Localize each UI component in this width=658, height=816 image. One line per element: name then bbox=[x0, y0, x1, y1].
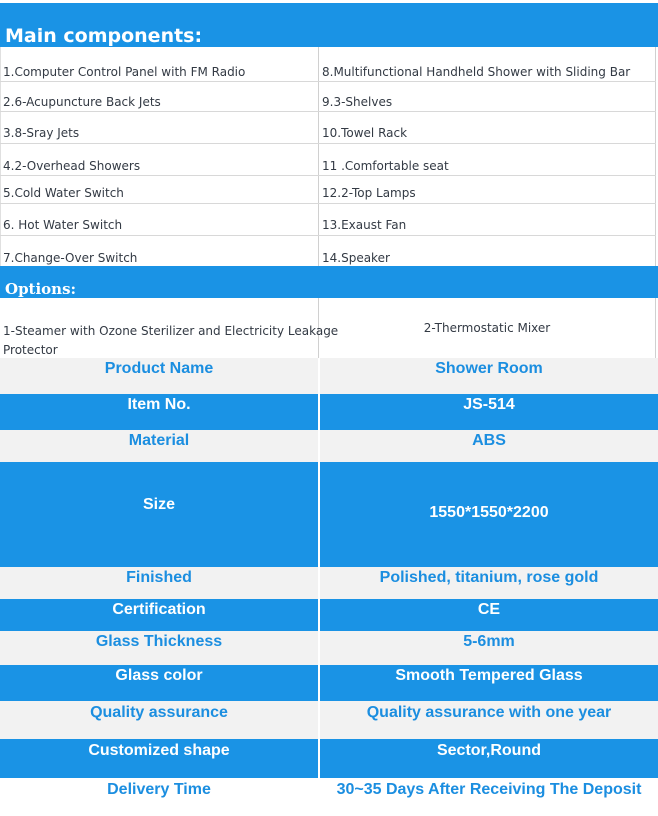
component-item: 3.8-Sray Jets bbox=[3, 126, 80, 140]
component-item: 10.Towel Rack bbox=[322, 126, 408, 140]
spec-row bbox=[0, 739, 658, 778]
spec-value: JS-514 bbox=[463, 396, 515, 413]
main-components-title: Main components: bbox=[5, 25, 203, 47]
spec-value: 5-6mm bbox=[463, 633, 515, 650]
spec-value: 30~35 Days After Receiving The Deposit bbox=[336, 781, 642, 798]
component-item: 2.6-Acupuncture Back Jets bbox=[3, 95, 161, 109]
spec-label: Glass color bbox=[115, 667, 203, 684]
spec-label: Size bbox=[142, 496, 175, 513]
spec-row bbox=[0, 631, 658, 665]
component-item: 8.Multifunctional Handheld Shower with Sliding Bar bbox=[322, 65, 631, 79]
spec-row bbox=[0, 430, 658, 462]
spec-row bbox=[0, 778, 658, 816]
spec-row bbox=[0, 567, 658, 599]
spec-value: Shower Room bbox=[435, 360, 543, 377]
component-item: 12.2-Top Lamps bbox=[322, 186, 416, 200]
spec-row bbox=[0, 394, 658, 430]
spec-label: Delivery Time bbox=[107, 781, 211, 798]
spec-value: Polished, titanium, rose gold bbox=[379, 569, 599, 586]
spec-label: Certification bbox=[112, 601, 206, 618]
options-header bbox=[0, 266, 658, 298]
option-item-continued: Protector bbox=[3, 343, 58, 357]
spec-label: Finished bbox=[126, 569, 192, 586]
spec-row bbox=[0, 665, 658, 701]
component-item: 14.Speaker bbox=[322, 251, 390, 265]
component-item: 9.3-Shelves bbox=[322, 95, 393, 109]
spec-label: Material bbox=[128, 432, 190, 449]
options-title: Options: bbox=[5, 280, 77, 298]
spec-value: CE bbox=[477, 601, 501, 618]
spec-label: Quality assurance bbox=[90, 704, 228, 721]
component-item: 1.Computer Control Panel with FM Radio bbox=[3, 65, 246, 79]
option-item: 2-Thermostatic Mixer bbox=[423, 321, 551, 335]
spec-label: Glass Thickness bbox=[95, 633, 223, 650]
component-item: 7.Change-Over Switch bbox=[3, 251, 138, 265]
spec-row bbox=[0, 358, 658, 394]
component-item: 5.Cold Water Switch bbox=[3, 186, 124, 200]
spec-value: Smooth Tempered Glass bbox=[395, 667, 583, 684]
spec-label: Item No. bbox=[127, 396, 191, 413]
spec-label: Customized shape bbox=[88, 742, 230, 759]
spec-label: Product Name bbox=[104, 360, 214, 377]
spec-value: ABS bbox=[472, 432, 506, 449]
spec-row bbox=[0, 599, 658, 631]
component-item: 13.Exaust Fan bbox=[322, 218, 407, 232]
option-item: 1-Steamer with Ozone Sterilizer and Electricity Leakage bbox=[3, 324, 339, 338]
component-item: 4.2-Overhead Showers bbox=[3, 159, 141, 173]
spec-value: 1550*1550*2200 bbox=[429, 504, 549, 521]
spec-value: Sector,Round bbox=[436, 742, 541, 759]
spec-row bbox=[0, 462, 658, 567]
spec-row bbox=[0, 701, 658, 739]
component-item: 11 .Comfortable seat bbox=[322, 159, 449, 173]
component-item: 6. Hot Water Switch bbox=[3, 218, 123, 232]
spec-value: Quality assurance with one year bbox=[366, 704, 612, 721]
